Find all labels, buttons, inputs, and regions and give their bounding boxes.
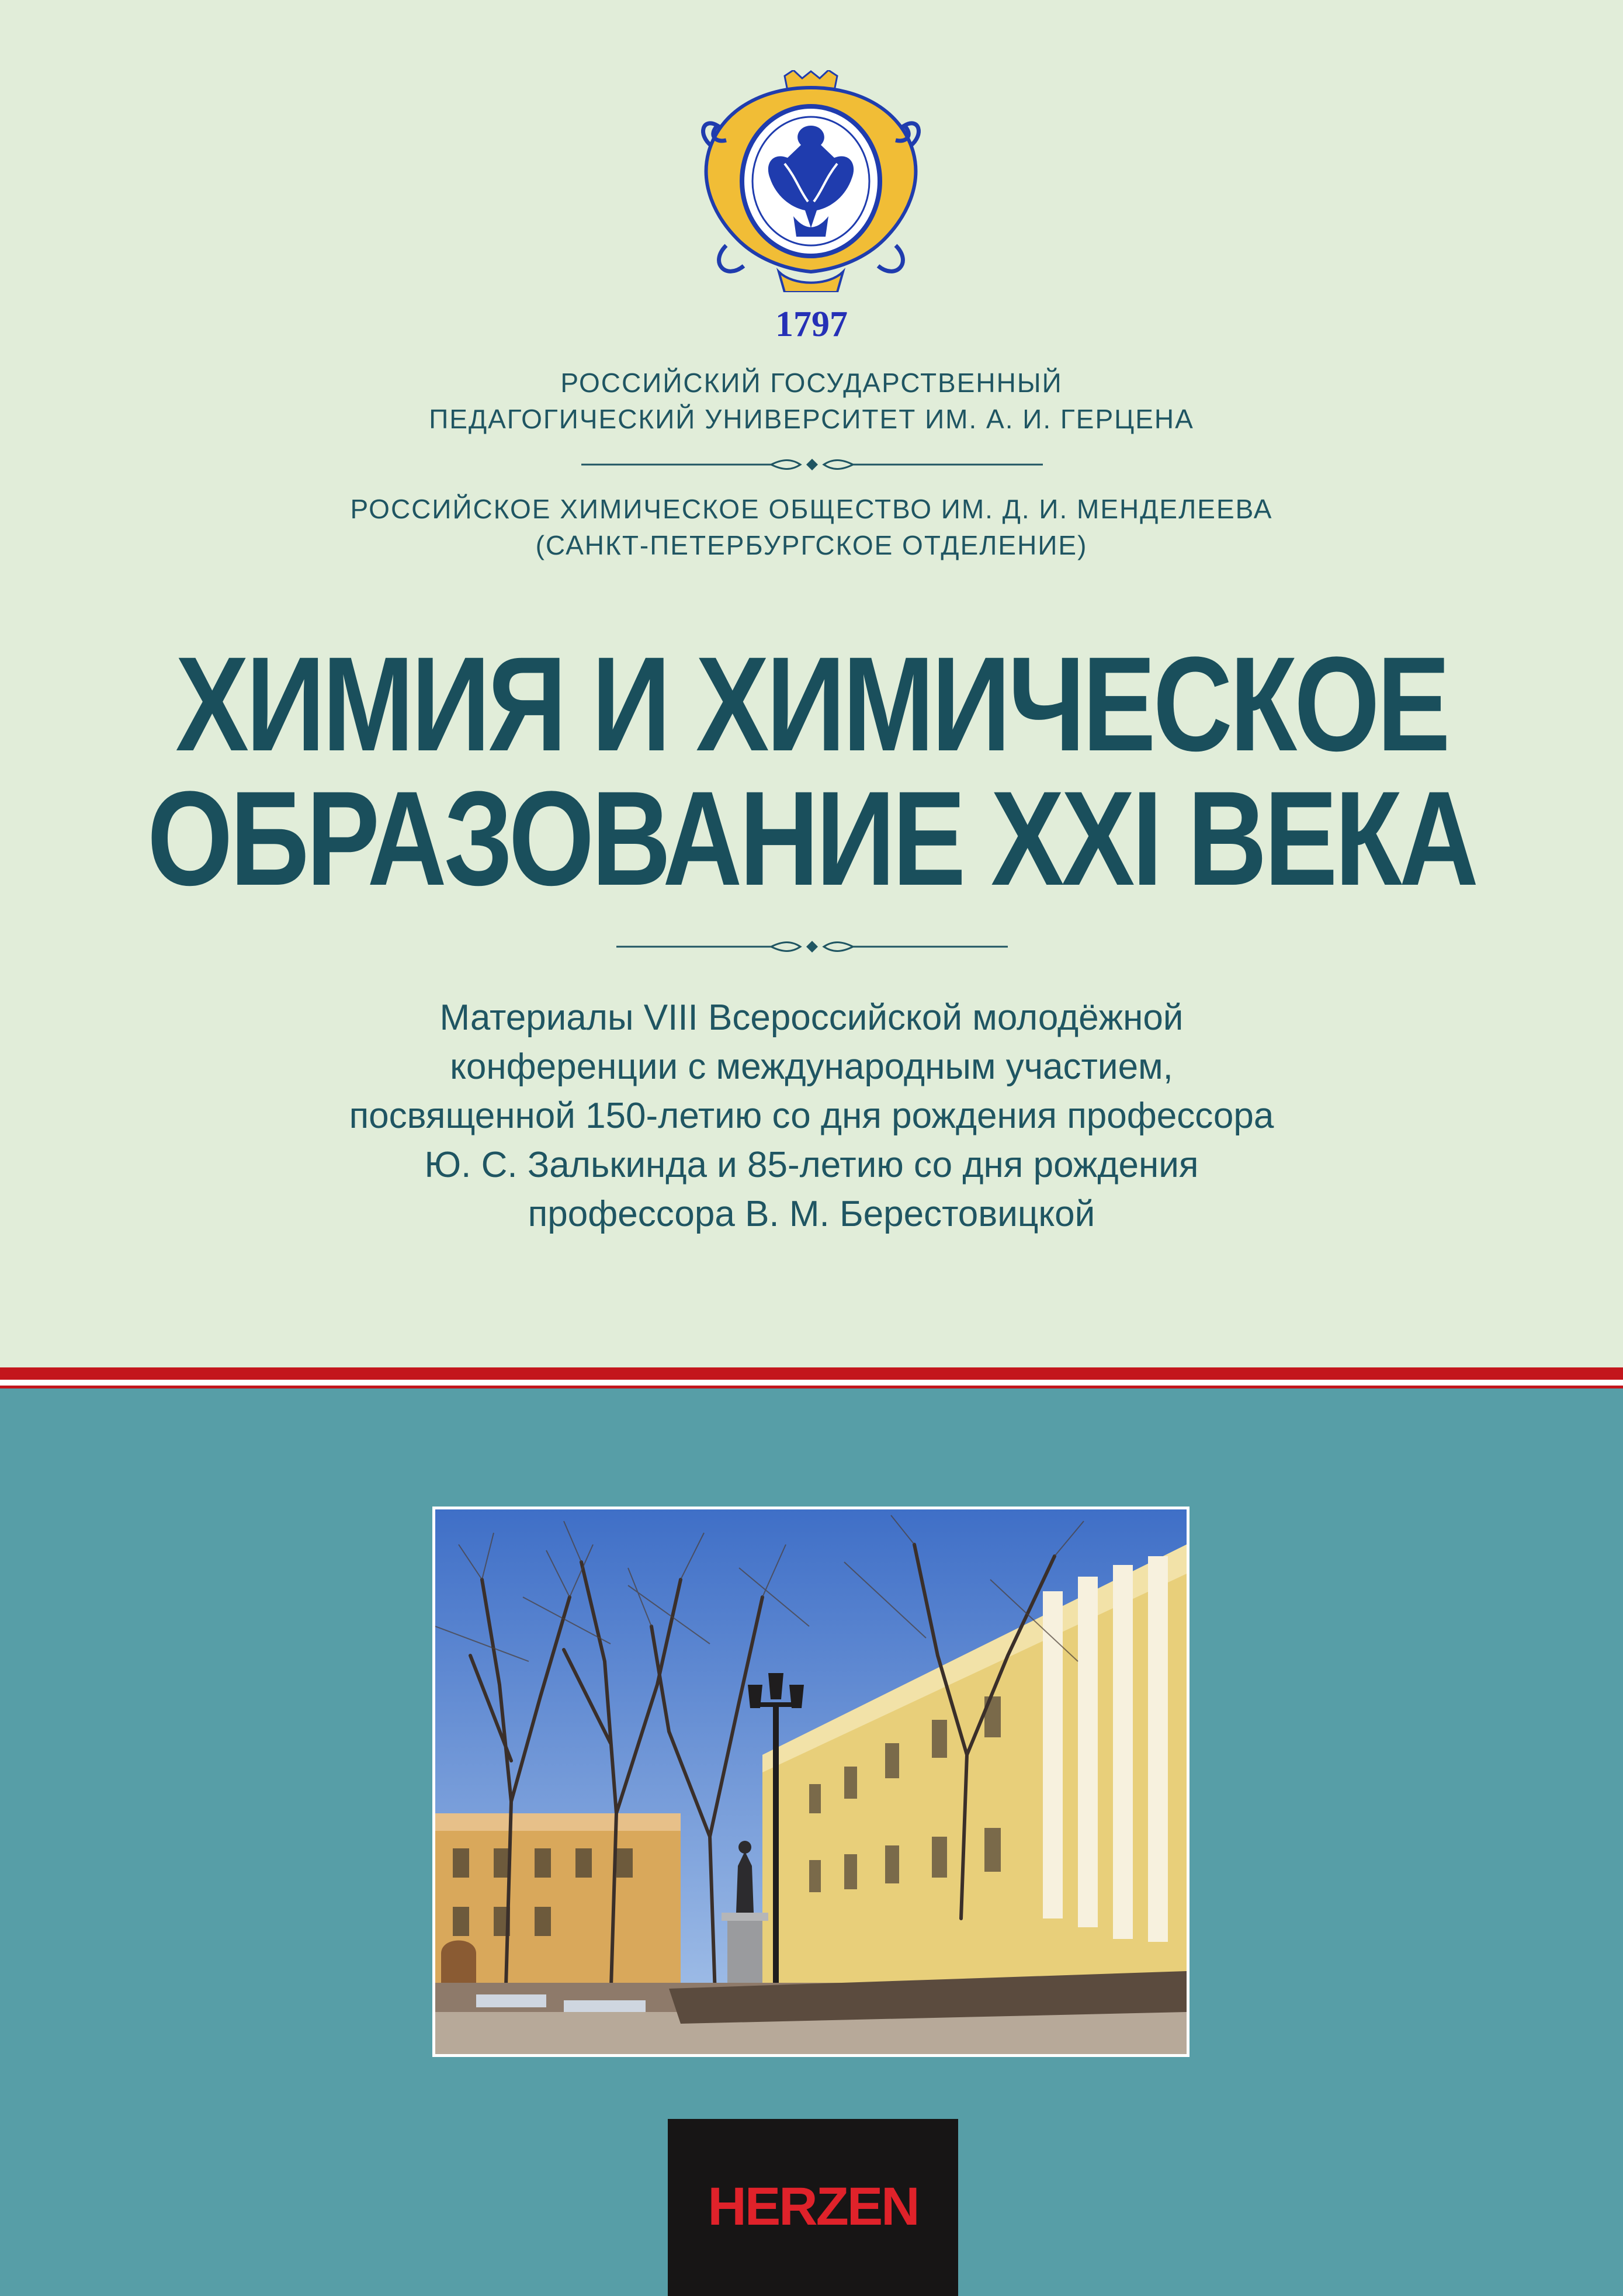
subtitle-line-2: конференции с международным участием, [450, 1047, 1173, 1087]
publisher-logo-text: HERZEN [708, 2177, 918, 2236]
university-name [0, 365, 1623, 437]
book-subtitle [0, 993, 1623, 1239]
founded-year: 1797 [775, 304, 848, 344]
campus-photo [432, 1507, 1189, 2057]
subtitle-line-5: профессора В. М. Берестовицкой [528, 1194, 1095, 1234]
society-name-line-1: РОССИЙСКОЕ ХИМИЧЕСКОЕ ОБЩЕСТВО ИМ. Д. И. МЕНДЕЛЕЕВА [350, 494, 1273, 524]
subtitle-line-3: посвященной 150-летию со дня рождения профессора [349, 1096, 1274, 1136]
white-stripe [0, 1380, 1623, 1386]
university-name-line-1: РОССИЙСКИЙ ГОСУДАРСТВЕННЫЙ [560, 368, 1063, 398]
subtitle-line-4: Ю. С. Залькинда и 85-летию со дня рождения [424, 1145, 1199, 1185]
university-name-line-2: ПЕДАГОГИЧЕСКИЙ УНИВЕРСИТЕТ ИМ. А. И. ГЕРЦЕНА [429, 404, 1194, 434]
subtitle-line-1: Материалы VIII Всероссийской молодёжной [439, 998, 1184, 1038]
society-name [0, 491, 1623, 563]
publisher-logo [668, 2119, 958, 2296]
book-title [0, 629, 1623, 913]
ornamental-divider-icon [616, 938, 1008, 955]
society-name-line-2: (САНКТ-ПЕТЕРБУРГСКОЕ ОТДЕЛЕНИЕ) [535, 530, 1088, 560]
book-title-line-2: ОБРАЗОВАНИЕ XXI ВЕКА [147, 763, 1476, 913]
university-emblem-icon [691, 70, 931, 292]
book-title-line-1: ХИМИЯ И ХИМИЧЕСКОЕ [175, 629, 1448, 779]
ornamental-divider-icon [581, 456, 1043, 473]
campus-photo-image [435, 1509, 1187, 2054]
red-stripe [0, 1367, 1623, 1380]
